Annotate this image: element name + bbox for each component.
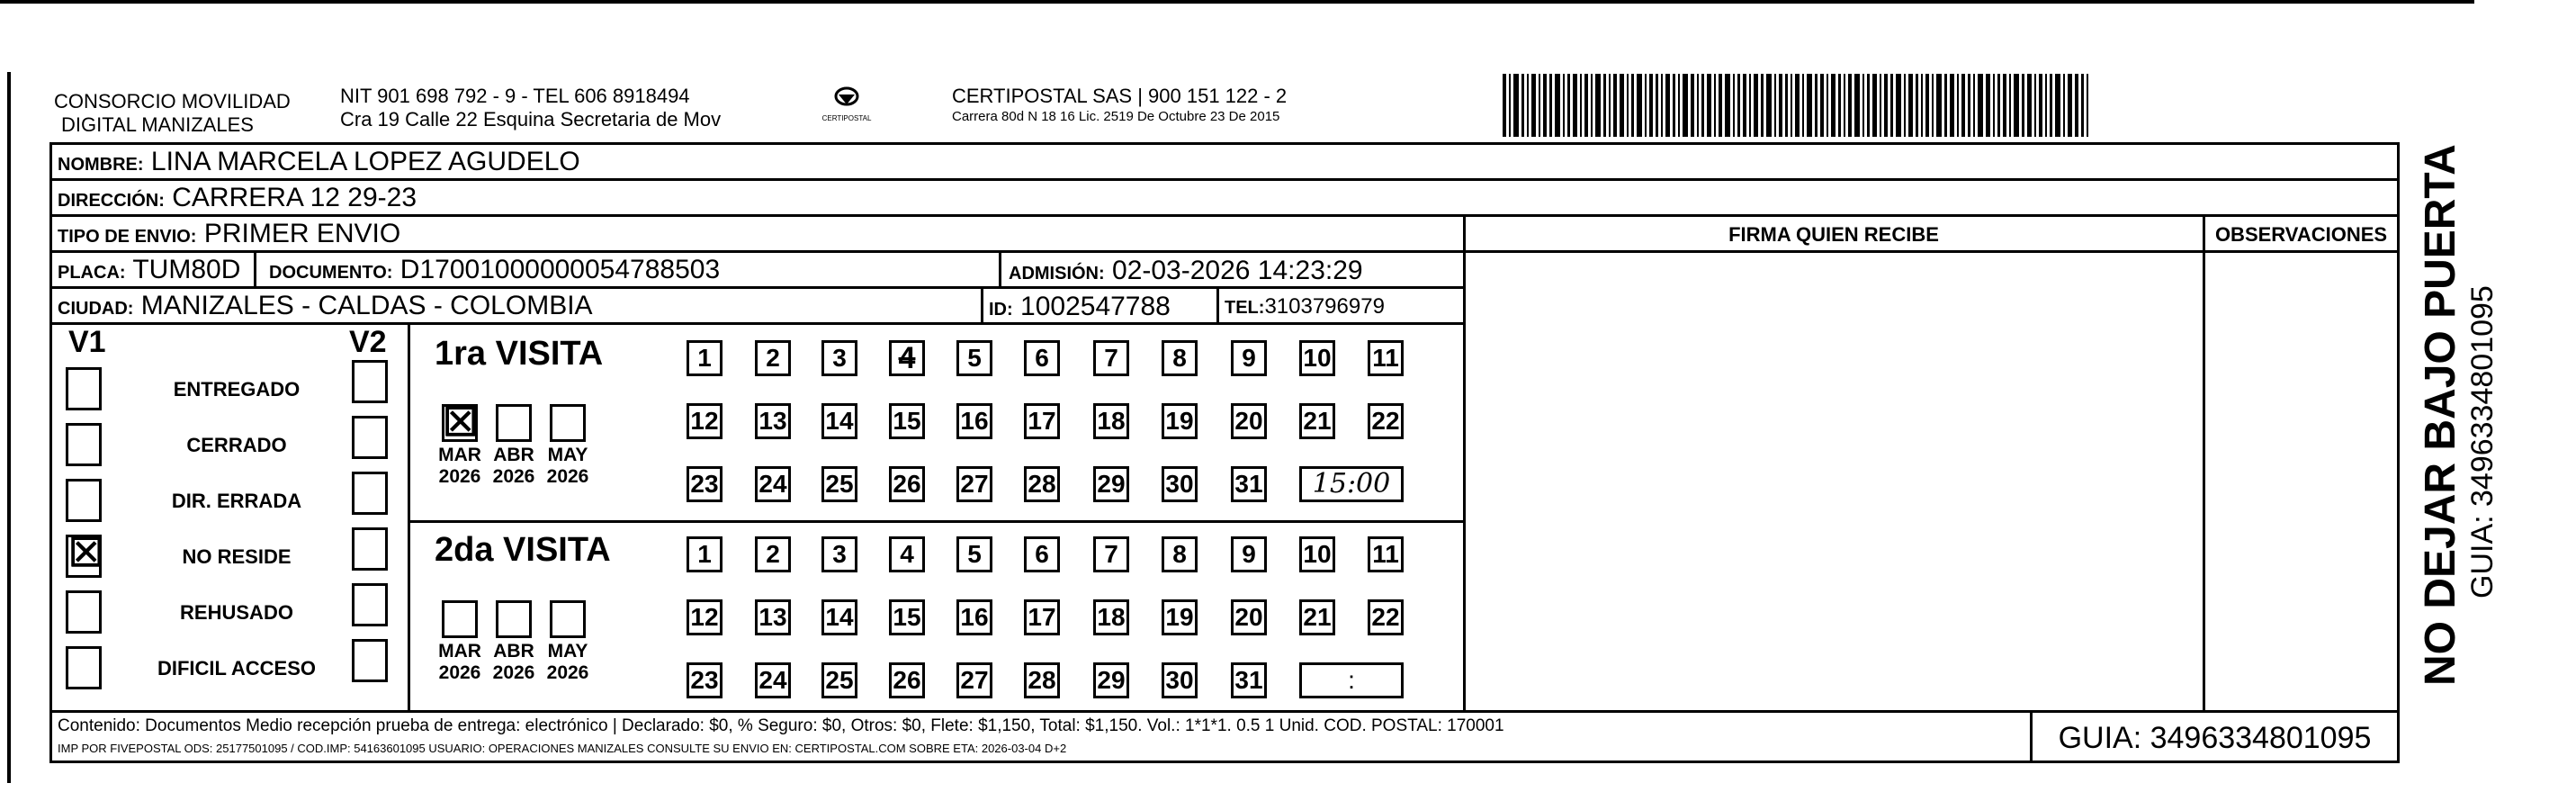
v2-checkbox[interactable] [352, 472, 388, 515]
v1-checkbox[interactable] [66, 423, 102, 466]
status-label-1: CERRADO [186, 434, 287, 456]
barcode-bar [2055, 74, 2060, 137]
day-cell-21[interactable]: 21 [1299, 403, 1335, 439]
admision-cell [999, 253, 1363, 289]
barcode-bar [2045, 74, 2047, 137]
time-box[interactable]: 15:00 [1299, 466, 1404, 502]
placa-value: TUM80D [132, 255, 241, 284]
carrier-line: CERTIPOSTAL SAS | 900 151 122 - 2 [952, 85, 1288, 107]
tel-cell [1216, 289, 1385, 325]
status-label-4: REHUSADO [180, 601, 293, 624]
barcode-bar [1673, 74, 1675, 137]
row-direccion [52, 181, 2397, 217]
month-checkbox[interactable] [442, 600, 478, 638]
month-label: ABR [493, 641, 534, 662]
barcode-bar [1707, 74, 1711, 137]
barcode-bar [2039, 74, 2042, 137]
barcode [1503, 74, 2222, 137]
barcode-bar [1603, 74, 1606, 137]
year-label: 2026 [438, 662, 481, 683]
barcode-bar [2075, 74, 2078, 137]
barcode-bar [1701, 74, 1704, 137]
day-cell-24[interactable]: 24 [755, 466, 791, 502]
nombre-label: NOMBRE: [58, 155, 144, 175]
v1-checkbox[interactable] [66, 479, 102, 522]
footer-line-2: IMP POR FIVEPOSTAL ODS: 25177501095 / COD.IMP: 54163601095 USUARIO: OPERACIONES MANIZALES CONSULTE SU ENVIO EN: CERTIPOSTAL.COM SOBRE ETA: 2026-03-04 D+2 [58, 742, 1067, 755]
v2-checkbox[interactable] [352, 360, 388, 403]
admision-label: ADMISIÓN: [1009, 264, 1105, 284]
barcode-bar [1665, 74, 1670, 137]
month-label: MAR [438, 641, 481, 662]
barcode-bar [1831, 74, 1836, 137]
barcode-bar [1697, 74, 1699, 137]
guia-box: GUIA: 3496334801095 [2030, 713, 2397, 763]
cell-divider [254, 253, 256, 287]
company-name [54, 90, 291, 137]
month-checkbox[interactable] [550, 600, 586, 638]
visit-divider [410, 520, 1463, 523]
day-cell-28[interactable]: 28 [1024, 662, 1060, 698]
barcode-bar [1649, 74, 1653, 137]
barcode-bar [1848, 74, 1852, 137]
barcode-bar [1815, 74, 1818, 137]
month-checkbox[interactable] [550, 404, 586, 442]
day-cell-4[interactable]: 4 [889, 340, 925, 376]
direccion-value: CARRERA 12 29-23 [172, 183, 417, 212]
barcode-bar [1925, 74, 1929, 137]
barcode-bar [2063, 74, 2065, 137]
barcode-bar [1563, 74, 1565, 137]
day-cell-7[interactable]: 7 [1093, 536, 1129, 572]
barcode-bar [1580, 74, 1582, 137]
barcode-bar [2003, 74, 2006, 137]
day-cell-27[interactable]: 27 [956, 662, 992, 698]
side-warning: NO DEJAR BAJO PUERTA [2417, 144, 2464, 686]
year-label: 2026 [546, 466, 589, 487]
day-cell-5[interactable]: 5 [956, 536, 992, 572]
barcode-bar [1531, 74, 1536, 137]
barcode-bar [1521, 74, 1524, 137]
time-box[interactable]: : [1299, 662, 1404, 698]
barcode-bar [1683, 74, 1688, 137]
day-cell-4[interactable]: 4 [889, 536, 925, 572]
barcode-bar [1774, 74, 1776, 137]
barcode-bar [1661, 74, 1663, 137]
v2-checkbox[interactable] [352, 639, 388, 682]
documento-value: D17001000000054788503 [399, 255, 721, 284]
day-cell-3[interactable]: 3 [821, 536, 857, 572]
barcode-bar [1549, 74, 1552, 137]
footer-line-1: Contenido: Documentos Medio recepción prueba de entrega: electrónico | Declarado: $0, % Seguro: $0, Otros: $0, Flete: $1,150, Total: $1,150. Vol.: 1*1*1. 0.5 1 Unid. COD. POSTAL: 170001 [58, 716, 1504, 735]
barcode-bar [1613, 74, 1617, 137]
documento-label: DOCUMENTO: [269, 263, 393, 283]
day-cell-24[interactable]: 24 [755, 662, 791, 698]
barcode-bar [1944, 74, 1947, 137]
barcode-bar [1733, 74, 1735, 137]
day-cell-28[interactable]: 28 [1024, 466, 1060, 502]
barcode-bar [1978, 74, 1983, 137]
year-label: 2026 [492, 662, 535, 683]
day-cell-31[interactable]: 31 [1231, 662, 1267, 698]
barcode-bar [1527, 74, 1529, 137]
barcode-bar [1754, 74, 1758, 137]
day-cell-9[interactable]: 9 [1231, 536, 1267, 572]
visit-title-1: 2da VISITA [435, 531, 611, 569]
carrier-info [952, 85, 1287, 126]
month-label: MAR [438, 445, 481, 465]
barcode-bar [1950, 74, 1954, 137]
day-cell-16[interactable]: 16 [956, 599, 992, 635]
barcode-bar [2027, 74, 2032, 137]
barcode-bar [1890, 74, 1893, 137]
day-cell-20[interactable]: 20 [1231, 403, 1267, 439]
barcode-bar [1573, 74, 1577, 137]
v1-checkbox[interactable] [66, 531, 104, 578]
carrier-logo [815, 86, 878, 122]
barcode-bar [1802, 74, 1804, 137]
v1-label: V1 [68, 325, 106, 359]
barcode-bar [1993, 74, 1995, 137]
barcode-bar [1904, 74, 1906, 137]
footer [52, 710, 2397, 763]
visit-title-0: 1ra VISITA [435, 335, 604, 373]
day-cell-18[interactable]: 18 [1093, 599, 1129, 635]
day-cell-3[interactable]: 3 [821, 340, 857, 376]
company-line-2: DIGITAL MANIZALES [61, 113, 254, 136]
ciudad-label: CIUDAD: [58, 299, 134, 319]
barcode-bar [1584, 74, 1588, 137]
day-cell-19[interactable]: 19 [1162, 599, 1198, 635]
v1-checkbox[interactable] [66, 646, 102, 689]
barcode-bar [2022, 74, 2024, 137]
day-cell-16[interactable]: 16 [956, 403, 992, 439]
barcode-bar [1827, 74, 1828, 137]
tipo-value: PRIMER ENVIO [203, 219, 401, 248]
tel-label: TEL: [1225, 298, 1265, 318]
day-cell-2[interactable]: 2 [755, 340, 791, 376]
barcode-bar [1932, 74, 1934, 137]
v2-checkbox[interactable] [352, 416, 388, 459]
day-cell-22[interactable]: 22 [1368, 403, 1404, 439]
day-cell-8[interactable]: 8 [1162, 340, 1198, 376]
day-cell-20[interactable]: 20 [1231, 599, 1267, 635]
v2-checkbox[interactable] [352, 583, 388, 626]
day-cell-23[interactable]: 23 [687, 466, 723, 502]
nit-line: NIT 901 698 792 - 9 - TEL 606 8918494 [340, 85, 690, 107]
barcode-bar [1609, 74, 1611, 137]
barcode-bar [1968, 74, 1970, 137]
barcode-bar [1595, 74, 1601, 137]
barcode-bar [2050, 74, 2052, 137]
barcode-bar [1961, 74, 1965, 137]
status-label-0: ENTREGADO [173, 378, 301, 400]
barcode-bar [1884, 74, 1888, 137]
day-cell-29[interactable]: 29 [1093, 466, 1129, 502]
day-cell-2[interactable]: 2 [755, 536, 791, 572]
side-guia: GUIA: 3496334801095 [2465, 285, 2500, 598]
barcode-bar [1555, 74, 1560, 137]
logo-icon [831, 86, 862, 110]
barcode-bar [1714, 74, 1716, 137]
ciudad-value: MANIZALES - CALDAS - COLOMBIA [140, 291, 593, 320]
barcode-bar [1503, 74, 1506, 137]
status-label-2: DIR. ERRADA [171, 490, 302, 512]
delivery-form [49, 142, 2400, 763]
month-label: ABR [493, 445, 534, 465]
status-label-3: NO RESIDE [182, 545, 292, 568]
firma-header: FIRMA QUIEN RECIBE [1728, 223, 1939, 246]
barcode-bar [1785, 74, 1788, 137]
id-label: ID: [989, 300, 1013, 320]
barcode-bar [1908, 74, 1913, 137]
day-cell-25[interactable]: 25 [821, 662, 857, 698]
top-rule [0, 0, 2474, 4]
day-cell-6[interactable]: 6 [1024, 536, 1060, 572]
barcode-bar [1719, 74, 1722, 137]
barcode-bar [2014, 74, 2019, 137]
day-cell-11[interactable]: 11 [1368, 536, 1404, 572]
id-value: 1002547788 [1020, 292, 1171, 321]
day-cell-13[interactable]: 13 [755, 599, 791, 635]
day-cell-31[interactable]: 31 [1231, 466, 1267, 502]
observaciones-divider [2203, 217, 2205, 710]
barcode-bar [1645, 74, 1647, 137]
day-cell-21[interactable]: 21 [1299, 599, 1335, 635]
status-label-5: DIFICIL ACCESO [157, 657, 316, 680]
barcode-bar [1838, 74, 1841, 137]
barcode-bar [1820, 74, 1824, 137]
barcode-bar [1656, 74, 1658, 137]
barcode-bar [1896, 74, 1901, 137]
observaciones-header: OBSERVACIONES [2214, 223, 2388, 246]
day-cell-7[interactable]: 7 [1093, 340, 1129, 376]
day-cell-17[interactable]: 17 [1024, 403, 1060, 439]
row-nombre [52, 145, 2397, 181]
barcode-bar [1749, 74, 1751, 137]
barcode-bar [1973, 74, 1975, 137]
barcode-bar [1766, 74, 1772, 137]
day-cell-27[interactable]: 27 [956, 466, 992, 502]
day-cell-1[interactable]: 1 [687, 340, 723, 376]
day-cell-11[interactable]: 11 [1368, 340, 1404, 376]
day-cell-26[interactable]: 26 [889, 466, 925, 502]
year-label: 2026 [546, 662, 589, 683]
barcode-bar [1637, 74, 1642, 137]
day-cell-9[interactable]: 9 [1231, 340, 1267, 376]
day-cell-30[interactable]: 30 [1162, 466, 1198, 502]
carrier-address: Carrera 80d N 18 16 Lic. 2519 De Octubre 23 De 2015 [952, 109, 1280, 124]
v2-checkbox[interactable] [352, 527, 388, 571]
barcode-bar [1957, 74, 1959, 137]
day-cell-29[interactable]: 29 [1093, 662, 1129, 698]
barcode-bar [1509, 74, 1511, 137]
logo-text: CERTIPOSTAL [821, 114, 872, 122]
barcode-bar [1620, 74, 1624, 137]
barcode-bar [2081, 74, 2084, 137]
month-checkbox[interactable] [496, 404, 532, 442]
day-cell-26[interactable]: 26 [889, 662, 925, 698]
barcode-bar [1867, 74, 1870, 137]
month-checkbox[interactable] [442, 400, 479, 445]
day-cell-13[interactable]: 13 [755, 403, 791, 439]
day-cell-12[interactable]: 12 [687, 599, 723, 635]
barcode-bar [1795, 74, 1800, 137]
barcode-bar [1844, 74, 1845, 137]
direccion-label: DIRECCIÓN: [58, 191, 165, 211]
year-label: 2026 [438, 466, 481, 487]
barcode-bar [1872, 74, 1877, 137]
barcode-bar [1591, 74, 1593, 137]
barcode-bar [1737, 74, 1740, 137]
barcode-bar [1743, 74, 1746, 137]
year-label: 2026 [492, 466, 535, 487]
barcode-bar [1725, 74, 1730, 137]
barcode-bar [1543, 74, 1547, 137]
day-cell-6[interactable]: 6 [1024, 340, 1060, 376]
v1-checkbox[interactable] [66, 367, 102, 410]
barcode-bar [1862, 74, 1864, 137]
v2-label: V2 [349, 325, 387, 359]
barcode-bar [1678, 74, 1680, 137]
barcode-bar [2009, 74, 2011, 137]
day-cell-10[interactable]: 10 [1299, 340, 1335, 376]
barcode-bar [1921, 74, 1923, 137]
barcode-bar [1791, 74, 1792, 137]
barcode-bar [1513, 74, 1519, 137]
day-cell-14[interactable]: 14 [821, 403, 857, 439]
firma-divider [1463, 217, 1466, 710]
barcode-bar [1691, 74, 1694, 137]
barcode-bar [1761, 74, 1764, 137]
barcode-bar [1880, 74, 1881, 137]
day-cell-1[interactable]: 1 [687, 536, 723, 572]
barcode-bar [1997, 74, 2000, 137]
barcode-bar [1779, 74, 1782, 137]
day-cell-14[interactable]: 14 [821, 599, 857, 635]
barcode-bar [1627, 74, 1629, 137]
day-cell-5[interactable]: 5 [956, 340, 992, 376]
day-cell-15[interactable]: 15 [889, 599, 925, 635]
v1-checkbox[interactable] [66, 590, 102, 634]
barcode-bar [1936, 74, 1942, 137]
day-cell-18[interactable]: 18 [1093, 403, 1129, 439]
barcode-bar [1807, 74, 1812, 137]
month-label: MAY [547, 641, 588, 662]
tel-value: 3103796979 [1264, 294, 1385, 319]
placa-label: PLACA: [58, 263, 126, 283]
barcode-bar [1567, 74, 1570, 137]
month-label: MAY [547, 445, 588, 465]
left-edge-rule [7, 72, 11, 783]
day-cell-10[interactable]: 10 [1299, 536, 1335, 572]
day-cell-15[interactable]: 15 [889, 403, 925, 439]
barcode-bar [2087, 74, 2088, 137]
barcode-bar [2034, 74, 2036, 137]
barcode-bar [1631, 74, 1634, 137]
tipo-label: TIPO DE ENVIO: [58, 227, 197, 247]
barcode-bar [1539, 74, 1540, 137]
day-cell-23[interactable]: 23 [687, 662, 723, 698]
checked-mark: ☒ [443, 400, 479, 445]
day-cell-22[interactable]: 22 [1368, 599, 1404, 635]
company-info [340, 85, 721, 131]
day-cell-30[interactable]: 30 [1162, 662, 1198, 698]
barcode-bar [2068, 74, 2072, 137]
barcode-bar [1916, 74, 1918, 137]
admision-value: 02-03-2026 14:23:29 [1112, 256, 1363, 285]
company-line-1: CONSORCIO MOVILIDAD [54, 90, 291, 112]
address-line: Cra 19 Calle 22 Esquina Secretaria de Mov [340, 108, 722, 130]
barcode-bar [1854, 74, 1860, 137]
day-cell-12[interactable]: 12 [687, 403, 723, 439]
day-cell-25[interactable]: 25 [821, 466, 857, 502]
day-cell-17[interactable]: 17 [1024, 599, 1060, 635]
day-cell-19[interactable]: 19 [1162, 403, 1198, 439]
day-cell-8[interactable]: 8 [1162, 536, 1198, 572]
barcode-bar [1986, 74, 1990, 137]
id-cell [981, 289, 1171, 325]
status-divider [408, 325, 410, 710]
nombre-value: LINA MARCELA LOPEZ AGUDELO [150, 147, 580, 176]
month-checkbox[interactable] [496, 600, 532, 638]
checked-mark: ☒ [68, 531, 104, 575]
